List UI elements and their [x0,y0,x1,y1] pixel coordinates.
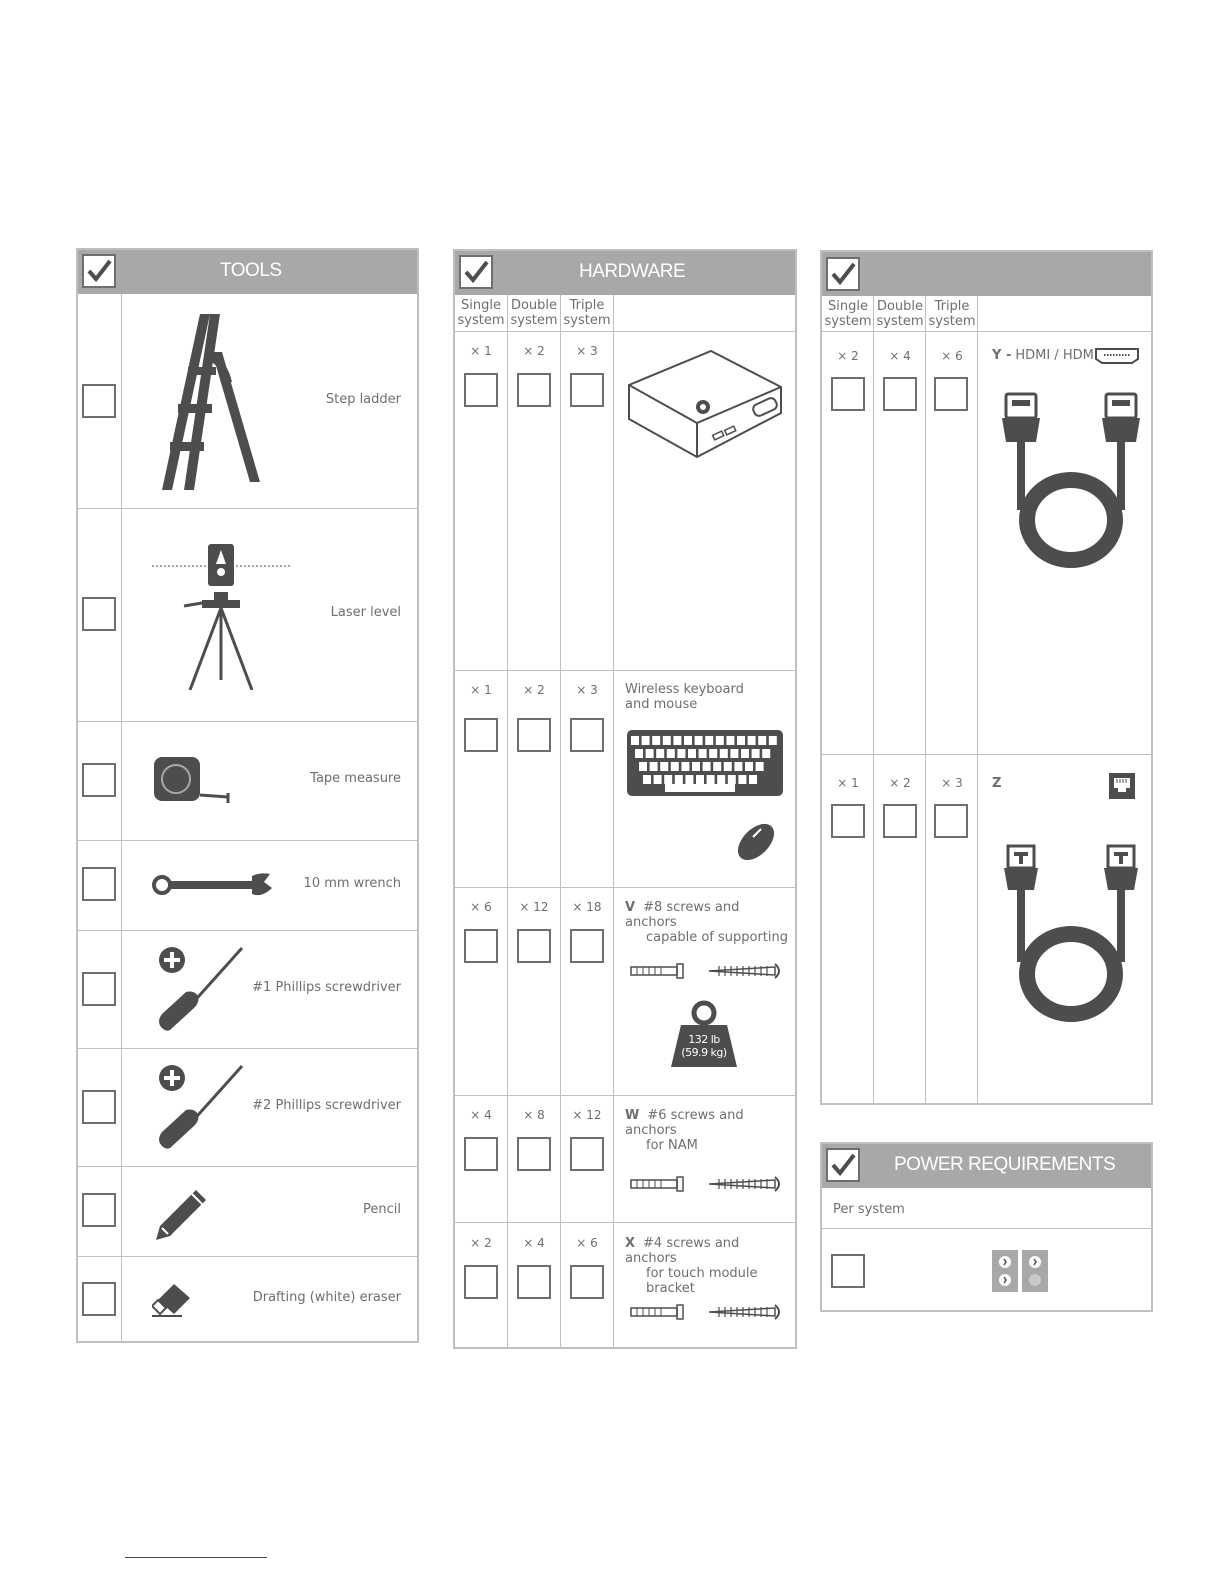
weight-label [669,1033,739,1059]
hw-checkbox-triple[interactable] [570,1265,604,1299]
row-divider [822,754,1151,755]
hw-checkbox-single[interactable] [464,718,498,752]
power-header [822,1144,1151,1188]
item-description-line: #4 screws and anchors [625,1236,740,1266]
power-outlet-icon [992,1250,1048,1292]
cables-header-checkbox[interactable] [826,257,860,291]
cable-checkbox-double[interactable] [883,804,917,838]
checkmark-icon [461,257,491,287]
cable-checkbox-double[interactable] [883,377,917,411]
qty-triple: × 18 [572,900,602,914]
item-description-line: for touch module [646,1266,758,1281]
row-divider [455,1222,795,1223]
wrench-icon [152,870,282,900]
row-divider [78,1166,417,1167]
column-header-line: Triple [934,299,970,314]
ethernet-cable-icon [998,842,1148,1022]
hw-checkbox-double[interactable] [517,373,551,407]
tools-divider [121,294,122,1343]
qty-single: × 2 [837,349,859,363]
hw-checkbox-triple[interactable] [570,1137,604,1171]
screwdriver-icon [152,944,252,1034]
row-divider [78,840,417,841]
screwdriver-icon [152,1062,252,1152]
item-description-line: #6 screws and anchors [625,1108,744,1138]
tool-checkbox-pencil[interactable] [82,1193,116,1227]
column-header-line: Double [510,298,558,313]
column-header-line: system [563,313,611,328]
tool-checkbox-phillips-2[interactable] [82,1090,116,1124]
tools-header [78,250,417,294]
column-header-line: Single [828,299,868,314]
column-header-line: system [928,314,976,329]
keyboard-icon [625,728,785,798]
eraser-icon [152,1280,202,1320]
qty-triple: × 3 [576,683,598,697]
column-header-double [874,299,926,329]
checkmark-icon [828,1150,858,1180]
tool-checkbox-phillips-1[interactable] [82,972,116,1006]
tools-panel [76,248,419,1343]
qty-single: × 1 [837,776,859,790]
tool-checkbox-wrench[interactable] [82,867,116,901]
column-divider [613,295,614,1349]
column-divider [977,296,978,1105]
computer-unit-icon [625,349,785,461]
item-description [992,776,1009,791]
column-divider [560,295,561,1349]
tool-label: #1 Phillips screwdriver [252,980,401,995]
tools-header-checkbox[interactable] [82,254,116,288]
item-description-line: and mouse [625,697,698,712]
power-panel [820,1142,1153,1312]
footer-link-underline [125,1557,267,1558]
cable-checkbox-triple[interactable] [934,377,968,411]
hw-checkbox-triple[interactable] [570,718,604,752]
item-description-line: capable of supporting [646,930,789,945]
item-description [625,900,795,945]
tool-checkbox-laser-level[interactable] [82,597,116,631]
screw-anchor-icon [629,1302,789,1322]
item-description-line: HDMI / HDMI [1015,348,1098,363]
tool-label: Laser level [330,605,401,620]
qty-double: × 8 [523,1108,545,1122]
cables-panel [820,250,1153,1105]
hardware-title: HARDWARE [579,261,686,282]
hdmi-port-icon [1094,347,1140,365]
item-description-line: #8 screws and anchors [625,900,740,930]
weight-kg: (59.9 kg) [681,1046,727,1059]
hdmi-cable-icon [998,390,1148,570]
cables-header [822,252,1151,296]
tool-checkbox-tape-measure[interactable] [82,763,116,797]
qty-single: × 2 [470,1236,492,1250]
item-description-line: bracket [646,1281,695,1296]
row-divider [822,1228,1151,1229]
hw-checkbox-single[interactable] [464,1265,498,1299]
item-letter: Z [992,776,1002,791]
hardware-header-checkbox[interactable] [459,255,493,289]
cable-checkbox-single[interactable] [831,804,865,838]
item-letter: Y - [992,348,1012,363]
qty-single: × 1 [470,344,492,358]
hw-checkbox-single[interactable] [464,1137,498,1171]
qty-double: × 2 [889,776,911,790]
column-header-line: system [510,313,558,328]
column-header-line: Double [876,299,924,314]
column-header-triple [926,299,978,329]
qty-double: × 2 [523,344,545,358]
power-checkbox[interactable] [831,1254,865,1288]
tool-label: 10 mm wrench [303,876,401,891]
power-title: POWER REQUIREMENTS [894,1154,1116,1175]
tool-label: Drafting (white) eraser [252,1290,401,1305]
hw-checkbox-double[interactable] [517,1265,551,1299]
column-header-single [822,299,874,329]
pencil-icon [152,1182,212,1242]
qty-single: × 4 [470,1108,492,1122]
qty-triple: × 6 [576,1236,598,1250]
hw-checkbox-triple[interactable] [570,929,604,963]
row-divider [455,1095,795,1096]
ladder-icon [152,312,262,492]
mouse-icon [731,817,781,867]
cable-checkbox-single[interactable] [831,377,865,411]
column-header-line: system [876,314,924,329]
column-divider [507,295,508,1349]
column-divider [925,296,926,1105]
tool-label: #2 Phillips screwdriver [252,1098,401,1113]
tool-label: Pencil [363,1202,401,1217]
column-header-line: Single [461,298,501,313]
qty-triple: × 6 [941,349,963,363]
power-subtitle: Per system [833,1202,905,1217]
item-description [625,1108,795,1153]
qty-single: × 6 [470,900,492,914]
item-description-line: for NAM [646,1138,698,1153]
item-letter: V [625,900,636,915]
qty-double: × 4 [523,1236,545,1250]
tool-checkbox-step-ladder[interactable] [82,384,116,418]
screw-anchor-icon [629,961,789,981]
tool-checkbox-eraser[interactable] [82,1282,116,1316]
item-letter: W [625,1108,640,1123]
column-header-double [508,298,560,328]
cable-checkbox-triple[interactable] [934,804,968,838]
checkmark-icon [84,256,114,286]
column-header-triple [561,298,613,328]
column-header-line: system [457,313,505,328]
row-divider [78,930,417,931]
qty-double: × 12 [519,900,549,914]
row-divider [78,1256,417,1257]
tool-label: Tape measure [310,771,401,786]
hw-checkbox-single[interactable] [464,929,498,963]
row-divider [455,331,795,332]
qty-triple: × 3 [576,344,598,358]
row-divider [78,1048,417,1049]
column-header-single [455,298,507,328]
tools-title: TOOLS [220,260,282,281]
weight-lb: 132 lb [688,1033,720,1046]
qty-double: × 2 [523,683,545,697]
ethernet-port-icon [1108,772,1136,800]
hw-checkbox-double[interactable] [517,1137,551,1171]
row-divider [78,508,417,509]
hardware-panel [453,249,797,1349]
hw-checkbox-double[interactable] [517,718,551,752]
item-description-line: Wireless keyboard [625,682,744,697]
column-header-line: Triple [569,298,605,313]
column-header-line: system [824,314,872,329]
row-divider [822,331,1151,332]
hardware-header [455,251,795,295]
item-description [625,682,744,712]
row-divider [455,670,795,671]
row-divider [78,721,417,722]
column-divider [873,296,874,1105]
laser-level-icon [152,540,292,690]
screw-anchor-icon [629,1174,789,1194]
qty-triple: × 3 [941,776,963,790]
item-description [625,1236,795,1296]
qty-double: × 4 [889,349,911,363]
qty-triple: × 12 [572,1108,602,1122]
power-header-checkbox[interactable] [826,1148,860,1182]
hw-checkbox-triple[interactable] [570,373,604,407]
tool-label: Step ladder [325,392,401,407]
hw-checkbox-double[interactable] [517,929,551,963]
hw-checkbox-single[interactable] [464,373,498,407]
checkmark-icon [828,259,858,289]
qty-single: × 1 [470,683,492,697]
item-description [992,348,1098,363]
row-divider [455,887,795,888]
item-letter: X [625,1236,636,1251]
tape-measure-icon [152,755,232,805]
